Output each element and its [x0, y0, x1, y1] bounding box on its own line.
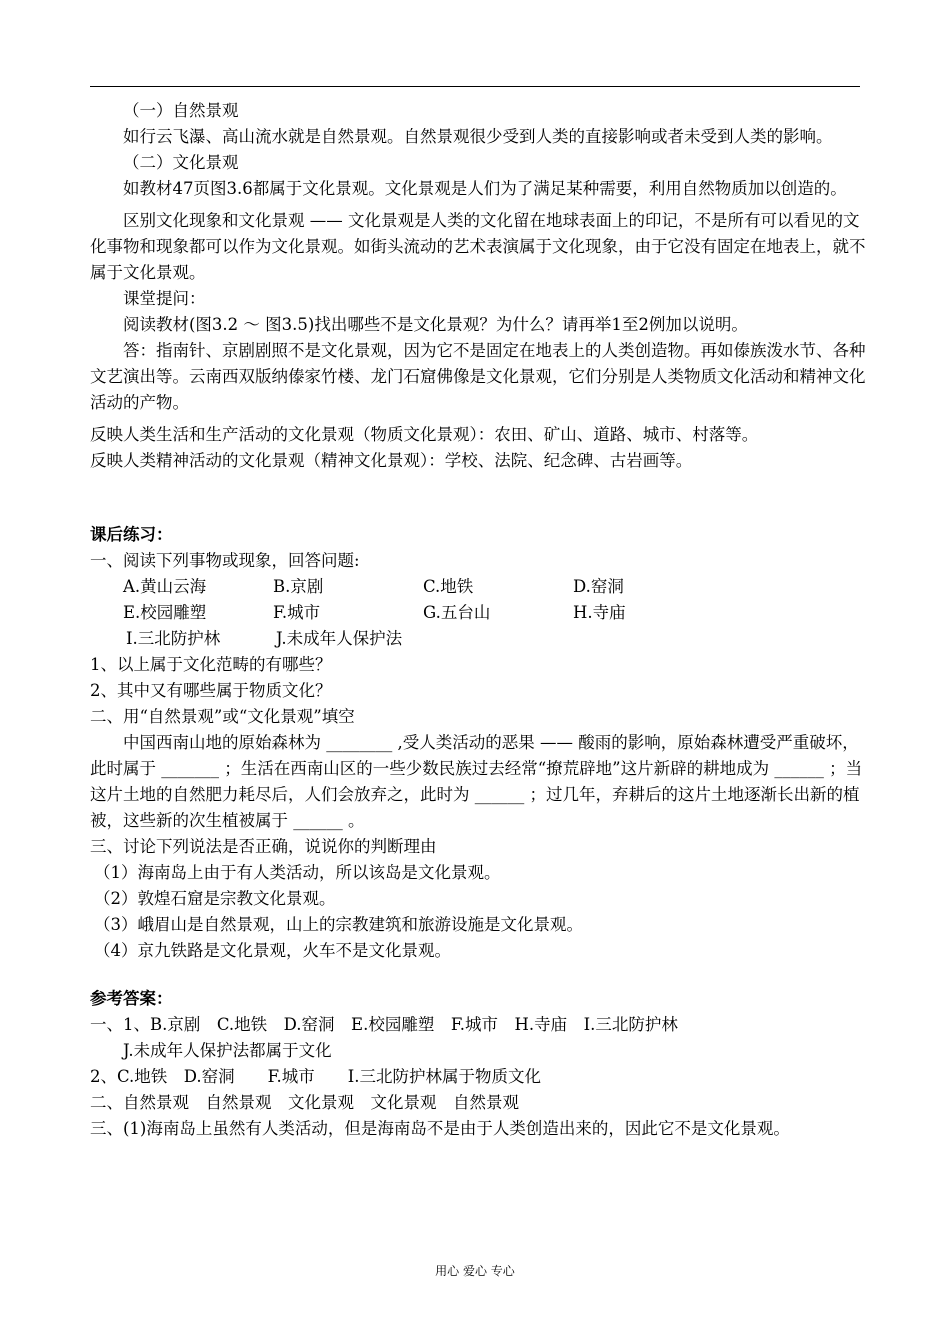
option-i: I.三北防护林 — [126, 629, 221, 648]
cultural-landscape-text: 如教材47页图3.6都属于文化景观。文化景观是人们为了满足某种需要，利用自然物质加以创造的。 — [123, 179, 847, 198]
natural-landscape-heading: （一）自然景观 — [123, 101, 239, 120]
options-row-3 — [90, 626, 870, 652]
class-question-label: 课堂提问： — [123, 289, 206, 308]
q1-sub-2: 2、其中又有哪些属于物质文化？ — [90, 681, 332, 700]
answer-2: 二、自然景观 自然景观 文化景观 文化景观 自然景观 — [90, 1093, 519, 1112]
q3-intro: 三、讨论下列说法是否正确，说说你的判断理由 — [90, 837, 437, 856]
option-g: G.五台山 — [423, 603, 491, 622]
page-footer: 用心 爱心 专心 — [435, 1264, 515, 1278]
material-culture-line: 反映人类生活和生产活动的文化景观（物质文化景观）：农田、矿山、道路、城市、村落等。 — [90, 425, 759, 444]
class-answer-text: 答：指南针、京剧剧照不是文化景观，因为它不是固定在地表上的人类创造物。再如傣族泼水节、各种文艺演出等。云南西双版纳傣家竹楼、龙门石窟佛像是文化景观，它们分别是人类物质文化活动和精神文化活动的产物。 — [90, 341, 866, 412]
document-body — [90, 98, 870, 1142]
options-row-2 — [90, 600, 870, 626]
exercise-heading: 课后练习： — [90, 525, 173, 544]
q2-fill-text: 中国西南山地的原始森林为 ________ ,受人类活动的恶果 —— 酸雨的影响，原始森林遭受严重破坏，此时属于 _______ ；生活在西南山区的一些少数民族过去经常“撩荒辟地”这片新辟的耕地成为 ______ ；当这片土地的自然肥力耗尽后，人们会放弃之，此时为 ______ ；过几年，弃耕后的这片土地逐渐长出新的植被，这些新的次生植被属于 ______ 。 — [90, 733, 863, 830]
option-j: J.未成年人保护法 — [276, 629, 403, 648]
q2-intro: 二、用“自然景观”或“文化景观”填空 — [90, 707, 355, 726]
options-row-1 — [90, 574, 870, 600]
spiritual-culture-line: 反映人类精神活动的文化景观（精神文化景观）：学校、法院、纪念碑、古岩画等。 — [90, 451, 693, 470]
option-e: E.校园雕塑 — [123, 603, 207, 622]
cultural-landscape-heading: （二）文化景观 — [123, 153, 239, 172]
class-question-text: 阅读教材(图3.2 ～ 图3.5)找出哪些不是文化景观？为什么？请再举1至2例加以说明。 — [123, 315, 748, 334]
option-f: F.城市 — [273, 603, 321, 622]
q3-item-3: （3）峨眉山是自然景观，山上的宗教建筑和旅游设施是文化景观。 — [94, 915, 583, 934]
answer-3: 三、(1)海南岛上虽然有人类活动，但是海南岛不是由于人类创造出来的，因此它不是文化景观。 — [90, 1119, 790, 1138]
option-b: B.京剧 — [273, 577, 324, 596]
option-d: D.窑洞 — [573, 577, 624, 596]
option-h: H.寺庙 — [573, 603, 626, 622]
answer-1-2: 2、C.地铁 D.窑洞 F.城市 I.三北防护林属于物质文化 — [90, 1067, 542, 1086]
answers-heading: 参考答案： — [90, 989, 173, 1008]
q3-item-4: （4）京九铁路是文化景观，火车不是文化景观。 — [94, 941, 451, 960]
q1-sub-1: 1、以上属于文化范畴的有哪些？ — [90, 655, 332, 674]
q1-intro: 一、阅读下列事物或现象，回答问题: — [90, 551, 360, 570]
option-c: C.地铁 — [423, 577, 474, 596]
option-a: A.黄山云海 — [123, 577, 207, 596]
q3-item-1: （1）海南岛上由于有人类活动，所以该岛是文化景观。 — [94, 863, 501, 882]
q3-item-2: （2）敦煌石窟是宗教文化景观。 — [94, 889, 336, 908]
header-rule — [90, 86, 860, 87]
distinguish-paragraph: 区别文化现象和文化景观 —— 文化景观是人类的文化留在地球表面上的印记，不是所有可以看见的文化事物和现象都可以作为文化景观。如街头流动的艺术表演属于文化现象，由于它没有固定在地表上，就不属于文化景观。 — [90, 211, 866, 282]
answer-1-line-2: J.未成年人保护法都属于文化 — [123, 1041, 332, 1060]
natural-landscape-text: 如行云飞瀑、高山流水就是自然景观。自然景观很少受到人类的直接影响或者未受到人类的影响。 — [123, 127, 833, 146]
answer-1-line-1: 一、1、B.京剧 C.地铁 D.窑洞 E.校园雕塑 F.城市 H.寺庙 I.三北防护林 — [90, 1015, 678, 1034]
